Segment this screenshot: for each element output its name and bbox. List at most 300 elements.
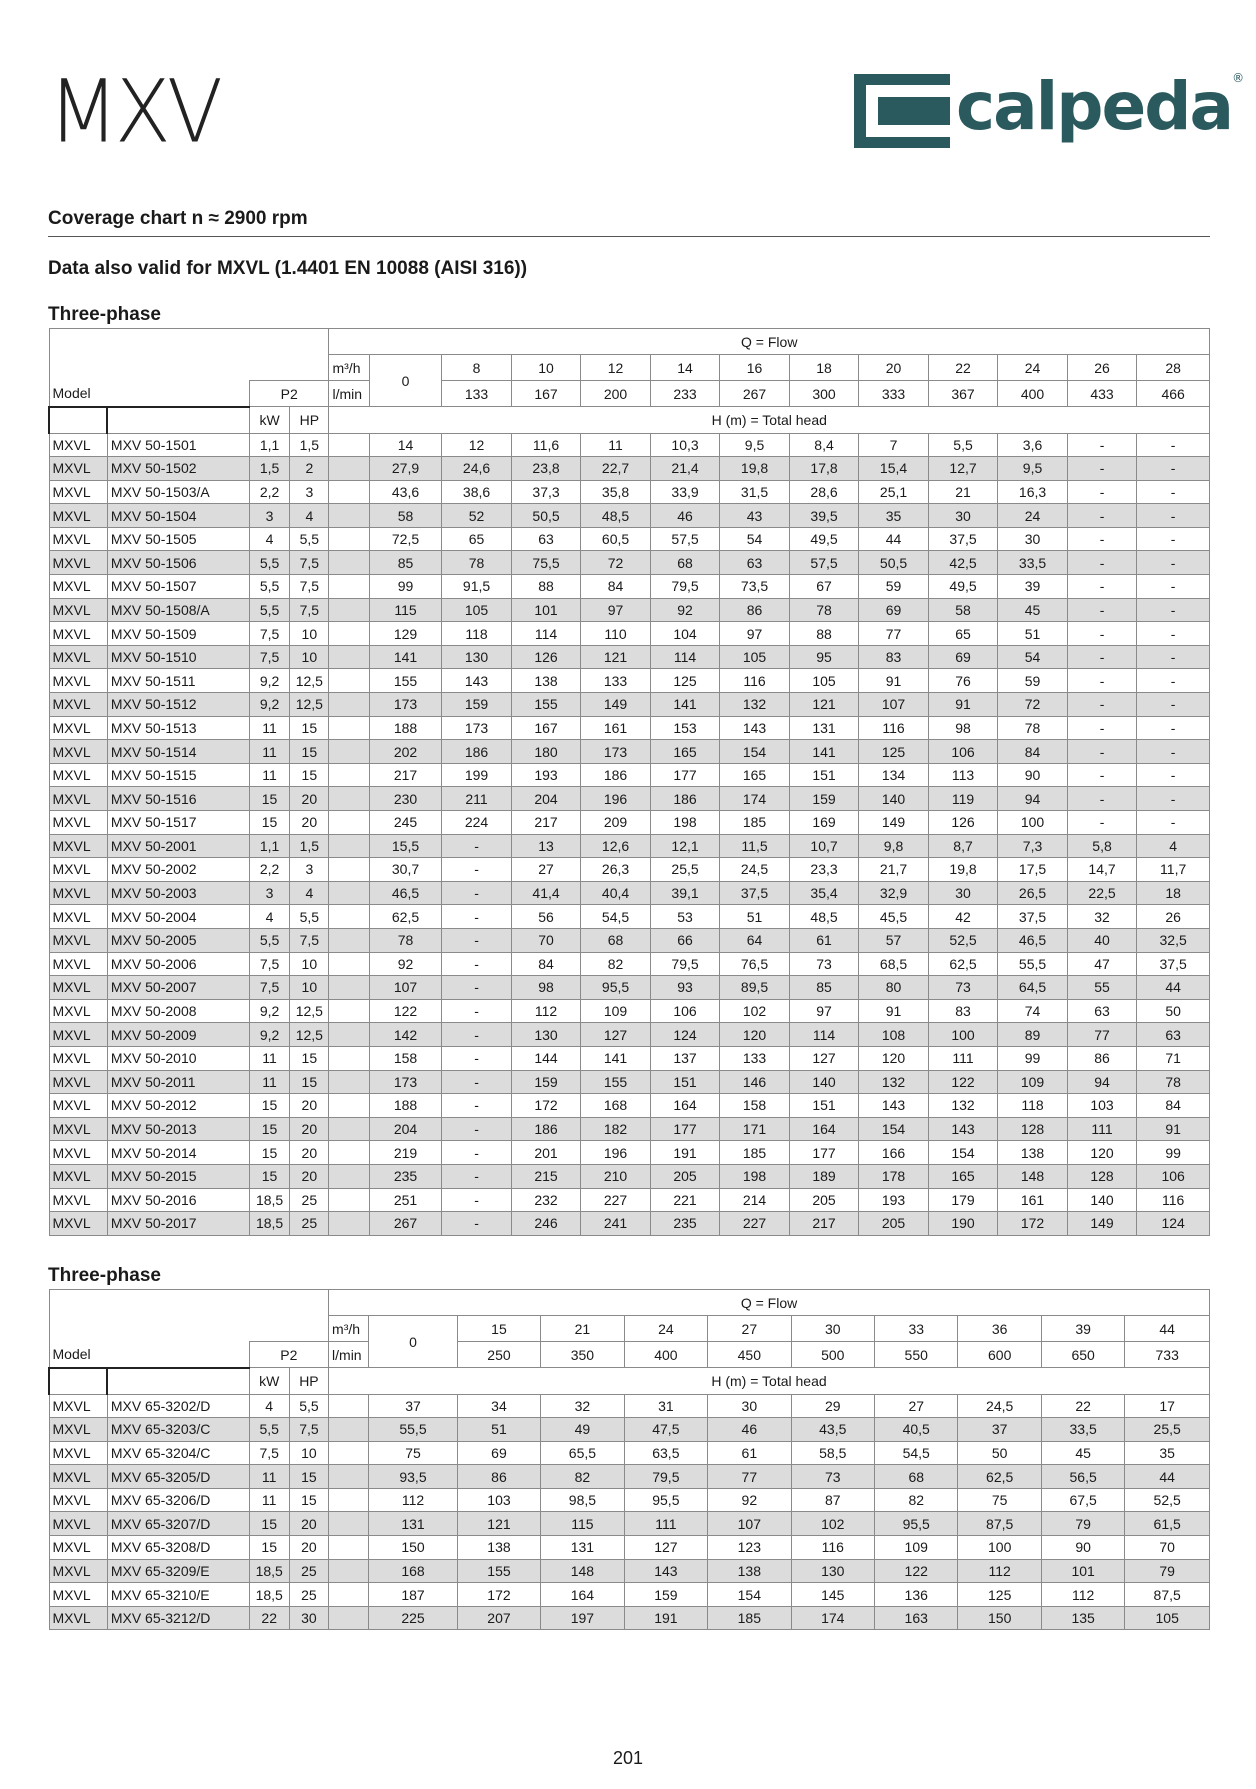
head-cell: 97 bbox=[581, 598, 651, 622]
head-cell: 125 bbox=[859, 740, 929, 764]
head-cell: 75 bbox=[369, 1441, 457, 1465]
head-cell: 198 bbox=[650, 811, 720, 835]
head-cell: 198 bbox=[720, 1164, 790, 1188]
unit-m3h: m³/h bbox=[329, 355, 369, 381]
hp-cell: 15 bbox=[290, 1046, 329, 1070]
head-cell: 225 bbox=[369, 1606, 457, 1630]
series-cell: MXVL bbox=[49, 622, 107, 646]
head-cell: - bbox=[1137, 787, 1210, 811]
head-cell: 127 bbox=[624, 1536, 707, 1560]
head-cell: 180 bbox=[511, 740, 581, 764]
model-label: Model bbox=[49, 381, 249, 407]
table-row bbox=[49, 1512, 1210, 1536]
head-cell: 186 bbox=[511, 1117, 581, 1141]
head-cell: 37 bbox=[369, 1394, 457, 1418]
head-cell: 109 bbox=[875, 1536, 958, 1560]
header-blank bbox=[49, 329, 329, 355]
head-cell: 78 bbox=[442, 551, 512, 575]
model-cell: MXV 50-1511 bbox=[107, 669, 249, 693]
head-cell: 30 bbox=[998, 527, 1068, 551]
head-cell: - bbox=[1067, 598, 1137, 622]
hp-cell: 20 bbox=[289, 1536, 328, 1560]
head-cell: - bbox=[1137, 504, 1210, 528]
table-row bbox=[49, 1441, 1210, 1465]
head-cell: 39,5 bbox=[789, 504, 859, 528]
head-cell: 11 bbox=[581, 433, 651, 457]
head-cell: 177 bbox=[650, 1117, 720, 1141]
head-cell: 42,5 bbox=[928, 551, 998, 575]
head-cell: 159 bbox=[511, 1070, 581, 1094]
kw-cell: 18,5 bbox=[249, 1212, 289, 1236]
head-cell: - bbox=[1067, 433, 1137, 457]
head-cell: 82 bbox=[541, 1465, 624, 1489]
table2-heading: Three-phase bbox=[48, 1265, 161, 1286]
series-cell: MXVL bbox=[49, 1606, 107, 1630]
head-cell: 112 bbox=[369, 1488, 457, 1512]
flow-m3h-cell: 16 bbox=[720, 355, 790, 381]
head-cell: 188 bbox=[369, 1094, 442, 1118]
spacer-cell bbox=[329, 1583, 369, 1607]
head-cell: 67,5 bbox=[1041, 1488, 1124, 1512]
head-cell: - bbox=[1067, 693, 1137, 717]
head-cell: 64,5 bbox=[998, 976, 1068, 1000]
head-cell: 143 bbox=[624, 1559, 707, 1583]
series-cell: MXVL bbox=[49, 1141, 107, 1165]
series-cell: MXVL bbox=[49, 669, 107, 693]
head-cell: 112 bbox=[958, 1559, 1041, 1583]
head-cell: 89,5 bbox=[720, 976, 790, 1000]
head-cell: 65 bbox=[442, 527, 512, 551]
spacer-cell bbox=[329, 598, 369, 622]
head-cell: 86 bbox=[457, 1465, 540, 1489]
head-cell: 35,4 bbox=[789, 881, 859, 905]
head-cell: - bbox=[442, 881, 512, 905]
head-cell: 133 bbox=[720, 1046, 790, 1070]
flow-m3h-cell: 21 bbox=[541, 1316, 624, 1342]
head-cell: - bbox=[1137, 645, 1210, 669]
head-cell: 126 bbox=[511, 645, 581, 669]
head-cell: 26 bbox=[1137, 905, 1210, 929]
kw-cell: 5,5 bbox=[249, 1418, 289, 1442]
head-cell: - bbox=[1137, 763, 1210, 787]
hp-cell: 7,5 bbox=[290, 598, 329, 622]
series-cell: MXVL bbox=[49, 433, 107, 457]
head-cell: 101 bbox=[1041, 1559, 1124, 1583]
performance-table-65 bbox=[48, 1289, 1210, 1630]
head-cell: 32 bbox=[541, 1394, 624, 1418]
header-row-units bbox=[49, 407, 1210, 434]
hp-cell: 10 bbox=[289, 1441, 328, 1465]
head-cell: 70 bbox=[511, 928, 581, 952]
head-cell: 128 bbox=[1067, 1164, 1137, 1188]
head-cell: 105 bbox=[1125, 1606, 1210, 1630]
head-cell: 164 bbox=[789, 1117, 859, 1141]
head-cell: 130 bbox=[791, 1559, 874, 1583]
kw-cell: 15 bbox=[249, 1094, 289, 1118]
head-cell: 199 bbox=[442, 763, 512, 787]
head-cell: 74 bbox=[998, 999, 1068, 1023]
model-cell: MXV 50-1516 bbox=[107, 787, 249, 811]
series-cell: MXVL bbox=[49, 1212, 107, 1236]
head-cell: 92 bbox=[369, 952, 442, 976]
head-cell: 182 bbox=[581, 1117, 651, 1141]
head-cell: 47 bbox=[1067, 952, 1137, 976]
head-cell: 35 bbox=[1125, 1441, 1210, 1465]
head-cell: 155 bbox=[369, 669, 442, 693]
table-row bbox=[49, 1583, 1210, 1607]
model-cell: MXV 50-2004 bbox=[107, 905, 249, 929]
head-cell: - bbox=[442, 976, 512, 1000]
head-cell: 82 bbox=[875, 1488, 958, 1512]
head-cell: - bbox=[442, 1094, 512, 1118]
head-cell: 58 bbox=[369, 504, 442, 528]
head-cell: 87,5 bbox=[1125, 1583, 1210, 1607]
head-cell: 69 bbox=[457, 1441, 540, 1465]
spacer-cell bbox=[329, 1094, 369, 1118]
table1-heading: Three-phase bbox=[48, 304, 161, 325]
head-cell: 14 bbox=[369, 433, 442, 457]
head-cell: 16,3 bbox=[998, 480, 1068, 504]
head-cell: - bbox=[442, 1046, 512, 1070]
spacer-cell bbox=[329, 1046, 369, 1070]
series-cell: MXVL bbox=[49, 928, 107, 952]
head-cell: 155 bbox=[511, 693, 581, 717]
head-cell: 191 bbox=[624, 1606, 707, 1630]
head-cell: 93,5 bbox=[369, 1465, 457, 1489]
head-cell: 230 bbox=[369, 787, 442, 811]
hp-cell: 25 bbox=[289, 1559, 328, 1583]
model-cell: MXV 50-2013 bbox=[107, 1117, 249, 1141]
head-cell: 190 bbox=[928, 1212, 998, 1236]
table-row bbox=[49, 1023, 1210, 1047]
head-cell: 14,7 bbox=[1067, 858, 1137, 882]
head-cell: 17,8 bbox=[789, 457, 859, 481]
flow-lmin-cell: 133 bbox=[442, 381, 512, 407]
head-cell: - bbox=[442, 1141, 512, 1165]
series-cell: MXVL bbox=[49, 693, 107, 717]
kw-cell: 11 bbox=[249, 740, 289, 764]
head-cell: 131 bbox=[369, 1512, 457, 1536]
table-row bbox=[49, 1488, 1210, 1512]
head-cell: 166 bbox=[859, 1141, 929, 1165]
kw-cell: 15 bbox=[249, 1141, 289, 1165]
head-cell: 115 bbox=[369, 598, 442, 622]
head-cell: 114 bbox=[650, 645, 720, 669]
head-cell: 177 bbox=[789, 1141, 859, 1165]
head-cell: - bbox=[442, 905, 512, 929]
head-cell: 68 bbox=[875, 1465, 958, 1489]
head-cell: 115 bbox=[541, 1512, 624, 1536]
flow-lmin-cell: 500 bbox=[791, 1342, 874, 1368]
head-cell: 128 bbox=[998, 1117, 1068, 1141]
model-cell: MXV 50-1501 bbox=[107, 433, 249, 457]
hp-cell: 4 bbox=[290, 881, 329, 905]
head-cell: 178 bbox=[859, 1164, 929, 1188]
series-cell: MXVL bbox=[49, 551, 107, 575]
head-cell: 31 bbox=[624, 1394, 707, 1418]
head-cell: 98 bbox=[928, 716, 998, 740]
head-cell: 45,5 bbox=[859, 905, 929, 929]
table-row bbox=[49, 669, 1210, 693]
head-cell: 10,7 bbox=[789, 834, 859, 858]
head-cell: - bbox=[1137, 811, 1210, 835]
series-cell: MXVL bbox=[49, 811, 107, 835]
head-cell: 201 bbox=[511, 1141, 581, 1165]
head-cell: 29 bbox=[791, 1394, 874, 1418]
flow-m3h-cell: 24 bbox=[624, 1316, 707, 1342]
head-cell: 63 bbox=[720, 551, 790, 575]
series-cell: MXVL bbox=[49, 1441, 107, 1465]
model-cell: MXV 65-3209/E bbox=[107, 1559, 249, 1583]
head-cell: 72 bbox=[581, 551, 651, 575]
spacer-cell bbox=[329, 1023, 369, 1047]
head-cell: 33,5 bbox=[1041, 1418, 1124, 1442]
table-row bbox=[49, 1094, 1210, 1118]
model-cell: MXV 50-1513 bbox=[107, 716, 249, 740]
head-cell: 42 bbox=[928, 905, 998, 929]
head-cell: 48,5 bbox=[789, 905, 859, 929]
table-row bbox=[49, 480, 1210, 504]
head-cell: - bbox=[1067, 787, 1137, 811]
head-cell: 189 bbox=[789, 1164, 859, 1188]
head-cell: 101 bbox=[511, 598, 581, 622]
flow-lmin-cell: 350 bbox=[541, 1342, 624, 1368]
spacer-cell bbox=[329, 575, 369, 599]
head-cell: 61 bbox=[789, 928, 859, 952]
head-cell: 163 bbox=[875, 1606, 958, 1630]
kw-cell: 18,5 bbox=[249, 1559, 289, 1583]
spacer-cell bbox=[329, 1212, 369, 1236]
head-cell: 7,3 bbox=[998, 834, 1068, 858]
head-cell: 64 bbox=[720, 928, 790, 952]
head-cell: 133 bbox=[581, 669, 651, 693]
head-cell: 111 bbox=[1067, 1117, 1137, 1141]
head-cell: 161 bbox=[581, 716, 651, 740]
head-cell: 217 bbox=[511, 811, 581, 835]
hp-cell: 15 bbox=[290, 763, 329, 787]
head-cell: 97 bbox=[789, 999, 859, 1023]
table-row bbox=[49, 952, 1210, 976]
table-row bbox=[49, 999, 1210, 1023]
head-cell: 211 bbox=[442, 787, 512, 811]
head-cell: 149 bbox=[1067, 1212, 1137, 1236]
head-cell: 165 bbox=[650, 740, 720, 764]
head-cell: 148 bbox=[998, 1164, 1068, 1188]
head-cell: 91 bbox=[859, 999, 929, 1023]
head-cell: 100 bbox=[958, 1536, 1041, 1560]
table-row bbox=[49, 881, 1210, 905]
spacer-cell bbox=[329, 1418, 369, 1442]
head-cell: 50,5 bbox=[859, 551, 929, 575]
head-cell: - bbox=[1137, 716, 1210, 740]
head-cell: 87 bbox=[791, 1488, 874, 1512]
header-blank bbox=[49, 355, 329, 381]
table-row bbox=[49, 1606, 1210, 1630]
head-cell: 110 bbox=[581, 622, 651, 646]
series-cell: MXVL bbox=[49, 1070, 107, 1094]
head-cell: 11,7 bbox=[1137, 858, 1210, 882]
head-cell: 179 bbox=[928, 1188, 998, 1212]
head-cell: 77 bbox=[859, 622, 929, 646]
head-cell: 8,4 bbox=[789, 433, 859, 457]
model-cell: MXV 50-1506 bbox=[107, 551, 249, 575]
model-cell: MXV 50-2016 bbox=[107, 1188, 249, 1212]
head-cell: 140 bbox=[859, 787, 929, 811]
head-cell: 12 bbox=[442, 433, 512, 457]
head-cell: 57,5 bbox=[650, 527, 720, 551]
head-cell: 5,8 bbox=[1067, 834, 1137, 858]
series-cell: MXVL bbox=[49, 1465, 107, 1489]
head-label: H (m) = Total head bbox=[329, 1368, 1210, 1395]
table-row bbox=[49, 1418, 1210, 1442]
spacer-cell bbox=[329, 551, 369, 575]
head-cell: 92 bbox=[708, 1488, 791, 1512]
head-cell: 251 bbox=[369, 1188, 442, 1212]
head-cell: - bbox=[442, 1212, 512, 1236]
head-cell: 173 bbox=[369, 1070, 442, 1094]
head-cell: - bbox=[1137, 575, 1210, 599]
head-cell: 141 bbox=[369, 645, 442, 669]
head-cell: 32 bbox=[1067, 905, 1137, 929]
table-row bbox=[49, 598, 1210, 622]
flow-lmin-cell: 200 bbox=[581, 381, 651, 407]
model-cell: MXV 65-3202/D bbox=[107, 1394, 249, 1418]
series-cell: MXVL bbox=[49, 598, 107, 622]
series-cell: MXVL bbox=[49, 1559, 107, 1583]
performance-table-50 bbox=[48, 328, 1210, 1236]
head-cell: 85 bbox=[369, 551, 442, 575]
head-cell: 61 bbox=[708, 1441, 791, 1465]
head-cell: 158 bbox=[720, 1094, 790, 1118]
spacer-cell bbox=[329, 763, 369, 787]
head-cell: 155 bbox=[457, 1559, 540, 1583]
spacer-cell bbox=[329, 645, 369, 669]
kw-cell: 9,2 bbox=[249, 999, 289, 1023]
flow-m3h-cell: 18 bbox=[789, 355, 859, 381]
head-cell: 98,5 bbox=[541, 1488, 624, 1512]
model-cell: MXV 50-2003 bbox=[107, 881, 249, 905]
head-cell: 173 bbox=[581, 740, 651, 764]
kw-cell: 11 bbox=[249, 1488, 289, 1512]
head-cell: 18 bbox=[1137, 881, 1210, 905]
head-cell: - bbox=[1067, 669, 1137, 693]
head-cell: 196 bbox=[581, 1141, 651, 1165]
flow-lmin-cell: 466 bbox=[1137, 381, 1210, 407]
table-row bbox=[49, 551, 1210, 575]
kw-cell: 1,5 bbox=[249, 457, 289, 481]
flow-m3h-cell: 39 bbox=[1041, 1316, 1124, 1342]
header-blank bbox=[107, 407, 249, 434]
head-cell: 193 bbox=[511, 763, 581, 787]
head-cell: 65 bbox=[928, 622, 998, 646]
head-cell: 92 bbox=[650, 598, 720, 622]
head-cell: 116 bbox=[1137, 1188, 1210, 1212]
kw-cell: 7,5 bbox=[249, 645, 289, 669]
head-cell: 15,4 bbox=[859, 457, 929, 481]
hp-cell: 12,5 bbox=[290, 1023, 329, 1047]
hp-cell: 5,5 bbox=[290, 905, 329, 929]
flow-lmin-cell: 650 bbox=[1041, 1342, 1124, 1368]
head-cell: 107 bbox=[859, 693, 929, 717]
head-cell: 70 bbox=[1125, 1536, 1210, 1560]
head-cell: 171 bbox=[720, 1117, 790, 1141]
series-cell: MXVL bbox=[49, 1117, 107, 1141]
head-cell: 59 bbox=[998, 669, 1068, 693]
table-row bbox=[49, 928, 1210, 952]
registered-mark-icon: ® bbox=[1232, 71, 1243, 85]
head-cell: 73,5 bbox=[720, 575, 790, 599]
head-cell: 169 bbox=[789, 811, 859, 835]
head-cell: 40,5 bbox=[875, 1418, 958, 1442]
model-cell: MXV 50-2014 bbox=[107, 1141, 249, 1165]
table-row bbox=[49, 716, 1210, 740]
head-cell: 113 bbox=[928, 763, 998, 787]
head-cell: - bbox=[442, 952, 512, 976]
head-cell: 205 bbox=[789, 1188, 859, 1212]
head-cell: 227 bbox=[581, 1188, 651, 1212]
head-cell: 63 bbox=[511, 527, 581, 551]
kw-cell: 11 bbox=[249, 1465, 289, 1489]
head-cell: 50,5 bbox=[511, 504, 581, 528]
head-cell: 51 bbox=[457, 1418, 540, 1442]
head-cell: 44 bbox=[1125, 1465, 1210, 1489]
head-cell: 76 bbox=[928, 669, 998, 693]
head-cell: - bbox=[442, 1023, 512, 1047]
flow-m3h-cell: 22 bbox=[928, 355, 998, 381]
head-cell: 177 bbox=[650, 763, 720, 787]
series-cell: MXVL bbox=[49, 881, 107, 905]
spacer-cell bbox=[329, 1394, 369, 1418]
head-cell: 25,1 bbox=[859, 480, 929, 504]
head-cell: - bbox=[1137, 527, 1210, 551]
head-cell: 24,5 bbox=[720, 858, 790, 882]
flow-lmin-cell: 550 bbox=[875, 1342, 958, 1368]
model-cell: MXV 50-1503/A bbox=[107, 480, 249, 504]
head-cell: 30 bbox=[928, 881, 998, 905]
flow-lmin-cell: 450 bbox=[708, 1342, 791, 1368]
head-cell: 33,9 bbox=[650, 480, 720, 504]
model-cell: MXV 65-3203/C bbox=[107, 1418, 249, 1442]
hp-cell: 25 bbox=[290, 1188, 329, 1212]
head-cell: 11,6 bbox=[511, 433, 581, 457]
head-cell: 185 bbox=[708, 1606, 791, 1630]
model-cell: MXV 65-3212/D bbox=[107, 1606, 249, 1630]
head-cell: 46,5 bbox=[369, 881, 442, 905]
head-cell: 235 bbox=[369, 1164, 442, 1188]
head-cell: 109 bbox=[581, 999, 651, 1023]
spacer-cell bbox=[329, 881, 369, 905]
head-cell: 19,8 bbox=[720, 457, 790, 481]
head-cell: - bbox=[1137, 433, 1210, 457]
head-cell: 55 bbox=[1067, 976, 1137, 1000]
head-cell: - bbox=[1067, 622, 1137, 646]
head-cell: 114 bbox=[789, 1023, 859, 1047]
table-row bbox=[49, 1465, 1210, 1489]
header-row-units bbox=[49, 1368, 1210, 1395]
series-cell: MXVL bbox=[49, 763, 107, 787]
model-cell: MXV 50-2002 bbox=[107, 858, 249, 882]
model-cell: MXV 65-3204/C bbox=[107, 1441, 249, 1465]
flow-m3h-cell: 8 bbox=[442, 355, 512, 381]
head-cell: 84 bbox=[511, 952, 581, 976]
table-row bbox=[49, 575, 1210, 599]
head-cell: 9,5 bbox=[720, 433, 790, 457]
spacer-cell bbox=[329, 1536, 369, 1560]
head-cell: 44 bbox=[859, 527, 929, 551]
hp-cell: 5,5 bbox=[289, 1394, 328, 1418]
head-cell: 25,5 bbox=[1125, 1418, 1210, 1442]
head-cell: 37 bbox=[958, 1418, 1041, 1442]
